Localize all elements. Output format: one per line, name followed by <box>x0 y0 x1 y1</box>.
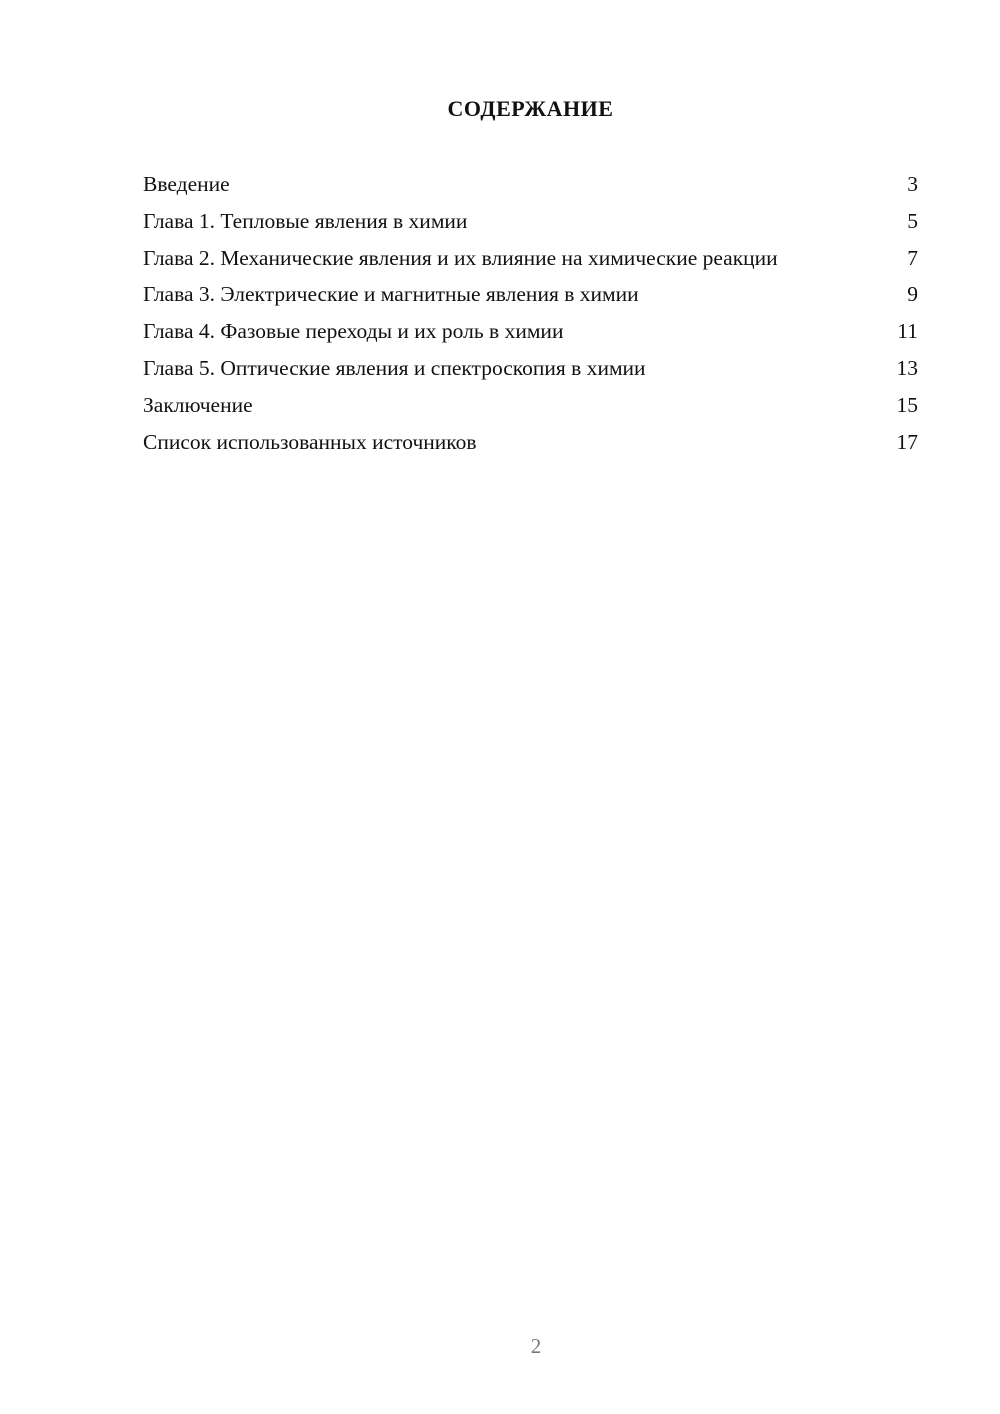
toc-entry-text: Введение <box>143 172 230 196</box>
toc-entry-text: Заключение <box>143 393 253 417</box>
toc-entry-chapter-3 <box>143 280 918 308</box>
toc-entry-introduction <box>143 170 918 198</box>
toc-entry-text: Список использованных источников <box>143 430 477 454</box>
toc-entry-page: 11 <box>897 319 918 343</box>
toc-entry-page: 15 <box>896 393 918 417</box>
toc-entry-chapter-4 <box>143 317 918 345</box>
toc-entry-references <box>143 428 918 456</box>
toc-entry-text: Глава 3. Электрические и магнитные явления в химии <box>143 282 639 306</box>
toc-entry-text: Глава 1. Тепловые явления в химии <box>143 209 468 233</box>
page-title: СОДЕРЖАНИЕ <box>447 96 614 121</box>
toc-entry-page: 7 <box>907 246 918 270</box>
footer-page-number: 2 <box>530 1334 542 1358</box>
toc-entry-conclusion <box>143 391 918 419</box>
toc-entry-page: 13 <box>896 356 918 380</box>
toc-entry-page: 3 <box>907 172 918 196</box>
table-of-contents <box>143 170 918 465</box>
toc-entry-chapter-1 <box>143 207 918 235</box>
toc-entry-page: 17 <box>896 430 918 454</box>
toc-entry-page: 9 <box>907 282 918 306</box>
toc-entry-page: 5 <box>907 209 918 233</box>
toc-entry-chapter-5 <box>143 354 918 382</box>
toc-entry-text: Глава 5. Оптические явления и спектроскопия в химии <box>143 356 646 380</box>
toc-entry-text: Глава 2. Механические явления и их влияние на химические реакции <box>143 246 778 270</box>
toc-entry-chapter-2 <box>143 244 918 272</box>
toc-entry-text: Глава 4. Фазовые переходы и их роль в химии <box>143 319 564 343</box>
